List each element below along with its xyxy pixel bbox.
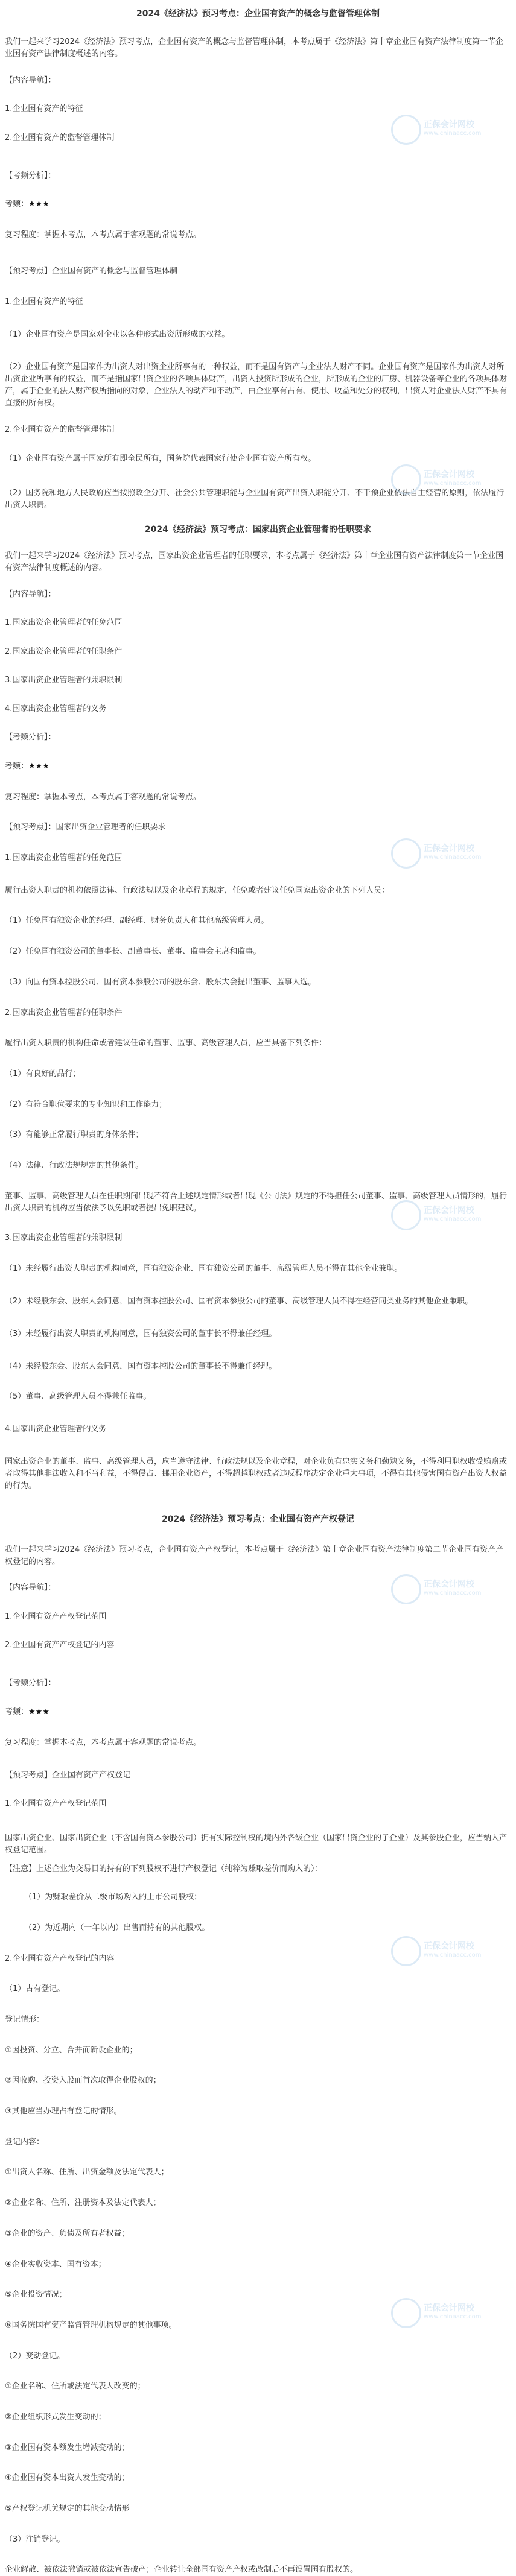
paragraph: （3）有能够正常履行职责的身体条件； xyxy=(5,1130,144,1139)
paragraph: 1.企业国有资产的特征 xyxy=(5,104,83,113)
paragraph: 复习程度：掌握本考点，本考点属于客观题的常说考点。 xyxy=(5,1738,202,1747)
paragraph: ②企业名称、住所、注册资本及法定代表人； xyxy=(5,2198,161,2207)
watermark-logo xyxy=(386,109,482,163)
paragraph: （2）任免国有独资公司的董事长、副董事长、董事、监事会主席和监事。 xyxy=(5,947,261,956)
watermark-url: www.chinaacc.com xyxy=(424,480,482,487)
paragraph: （3）注销登记。 xyxy=(5,2535,65,2544)
logo-icon xyxy=(391,1936,421,1966)
paragraph: （1）为赚取差价从二级市场购入的上市公司股权； xyxy=(24,1893,202,1902)
paragraph: 履行出资人职责的机构任命或者建议任命的董事、监事、高级管理人员，应当具备下列条件： xyxy=(5,1039,327,1048)
paragraph: （1）有良好的品行； xyxy=(5,1069,81,1078)
paragraph: 企业解散、被依法撤销或被依法宣告破产；企业转让全部国有资产产权或改制后不再设置国有股权的。 xyxy=(5,2565,358,2574)
paragraph: 4.国家出资企业管理者的义务 xyxy=(5,704,107,714)
paragraph: ③其他应当办理占有登记的情形。 xyxy=(5,2107,122,2116)
paragraph: ②企业组织形式发生变动的； xyxy=(5,2413,106,2422)
paragraph: 2.企业国有资产产权登记的内容 xyxy=(5,1954,115,1963)
watermark-logo xyxy=(386,1194,482,1248)
logo-icon xyxy=(391,1574,421,1604)
paragraph: 3.国家出资企业管理者的兼职限制 xyxy=(5,676,123,685)
watermark-logo xyxy=(386,832,482,887)
paragraph: 【预习考点】企业国有资产的概念与监督管理体制 xyxy=(5,267,178,276)
watermark-text: 正保会计网校 xyxy=(424,1941,474,1951)
watermark-text: 正保会计网校 xyxy=(424,1206,474,1215)
paragraph: （5）董事、高级管理人员不得兼任监事。 xyxy=(5,1392,151,1401)
watermark-url: www.chinaacc.com xyxy=(424,1590,482,1597)
paragraph: （3）未经履行出资人职责的机构同意，国有独资公司的董事长不得兼任经理。 xyxy=(5,1329,277,1338)
watermark-logo xyxy=(386,1568,482,1622)
logo-icon xyxy=(391,1200,421,1230)
paragraph: 【考频分析】： xyxy=(5,1679,56,1688)
watermark-text: 正保会计网校 xyxy=(424,844,474,853)
section-title: 2024《经济法》预习考点：企业国有资产的概念与监督管理体制 xyxy=(136,9,380,19)
paragraph: 【考频分析】： xyxy=(5,171,56,180)
frequency-rating: 考频：★★★ xyxy=(5,200,49,209)
watermark-url: www.chinaacc.com xyxy=(424,854,482,861)
paragraph: ④企业实收资本、国有资本； xyxy=(5,2260,106,2269)
watermark-logo xyxy=(386,1930,482,1984)
paragraph: ⑥国务院国有资产监督管理机构规定的其他事项。 xyxy=(5,2321,177,2330)
paragraph: 【考频分析】： xyxy=(5,733,56,742)
paragraph: （3）向国有资本控股公司、国有资本参股公司的股东会、股东大会提出董事、监事人选。 xyxy=(5,978,316,987)
paragraph: 1.国家出资企业管理者的任免范围 xyxy=(5,853,123,862)
paragraph: 2.国家出资企业管理者的任职条件 xyxy=(5,1008,123,1017)
paragraph: 登记内容： xyxy=(5,2138,45,2147)
watermark-text: 正保会计网校 xyxy=(424,470,474,479)
paragraph: ③企业国有资本额发生增减变动的； xyxy=(5,2443,130,2452)
watermark-text: 正保会计网校 xyxy=(424,2303,474,2313)
paragraph: ②因收购、投资入股而首次取得企业股权的； xyxy=(5,2076,161,2085)
watermark-logo xyxy=(386,458,482,513)
paragraph: 我们一起来学习2024《经济法》预习考点，企业国有资产产权登记，本考点属于《经济法》第十章企业国有资产法律制度第二节企业国有资产产权登记的内容。 xyxy=(5,1545,504,1566)
frequency-rating: 考频：★★★ xyxy=(5,1707,49,1717)
logo-icon xyxy=(391,464,421,495)
section-title: 2024《经济法》预习考点：企业国有资产产权登记 xyxy=(162,1514,354,1524)
watermark-url: www.chinaacc.com xyxy=(424,2314,482,2320)
paragraph: （2）企业国有资产是国家作为出资人对出资企业所享有的一种权益，而不是国有资产与企业法人财产不同。企业国有资产是国家作为出资人对所出资企业所享有的权益，而不是指国家出资企业的各项具体财产，出资人投资所形成的企业，所形成的企业的厂房、机器设备等企业的各项具体财产，属于企业的法人财产权所指向的对象，企业法人的动产和不动产，由企业享有占有、使用、收益和处分的权利，出资人对企业法人财产不具有直接的所有权。 xyxy=(5,362,508,408)
paragraph: （2）未经股东会、股东大会同意，国有资本控股公司、国有资本参股公司的董事、高级管理人员不得在经营同类业务的其他企业兼职。 xyxy=(5,1297,473,1306)
section-title: 2024《经济法》预习考点：国家出资企业管理者的任职要求 xyxy=(145,525,371,534)
paragraph: 【内容导航】： xyxy=(5,590,56,599)
paragraph: 1.国家出资企业管理者的任免范围 xyxy=(5,618,123,627)
paragraph: ①企业名称、住所或法定代表人改变的； xyxy=(5,2382,145,2391)
paragraph: （4）未经股东会、股东大会同意，国有资本控股公司的董事长不得兼任经理。 xyxy=(5,1362,277,1371)
paragraph: （1）企业国有资产属于国家所有即全民所有，国务院代表国家行使企业国有资产所有权。 xyxy=(5,454,316,463)
paragraph: 复习程度：掌握本考点，本考点属于客观题的常说考点。 xyxy=(5,793,202,802)
paragraph: 国家出资企业、国家出资企业（不含国有资本参股公司）拥有实际控制权的境内外各级企业（国家出资企业的子企业）及其参股企业，应当纳入产权登记范围。 xyxy=(5,1834,508,1855)
paragraph: 国家出资企业的董事、监事、高级管理人员，应当遵守法律、行政法规以及企业章程，对企业负有忠实义务和勤勉义务，不得利用职权收受贿赂或者取得其他非法收入和不当利益，不得侵占、挪用企业资产，不得超越职权或者违反程序决定企业重大事项，不得有其他侵害国有资产出资人权益的行为。 xyxy=(5,1457,508,1490)
paragraph: 2.国家出资企业管理者的任职条件 xyxy=(5,647,123,656)
paragraph: 2.企业国有资产产权登记的内容 xyxy=(5,1641,115,1650)
frequency-rating: 考频：★★★ xyxy=(5,762,49,771)
paragraph: 【预习考点】企业国有资产产权登记 xyxy=(5,1771,131,1780)
paragraph: 董事、监事、高级管理人员在任职期间出现不符合上述规定情形或者出现《公司法》规定的不得担任公司董事、监事、高级管理人员情形的，履行出资人职责的机构应当依法予以免职或者提出免职建议。 xyxy=(5,1192,508,1213)
paragraph: （1）企业国有资产是国家对企业以各种形式出资所形成的权益。 xyxy=(5,330,230,339)
paragraph: ⑤企业投资情况； xyxy=(5,2290,67,2299)
paragraph: 【内容导航】： xyxy=(5,1583,56,1592)
paragraph: （1）占有登记。 xyxy=(5,1984,65,1993)
paragraph: 1.企业国有资产产权登记范围 xyxy=(5,1612,107,1621)
paragraph: （1）任免国有独资企业的经理、副经理、财务负责人和其他高级管理人员。 xyxy=(5,916,269,925)
paragraph: ④企业国有资本出资人发生变动的； xyxy=(5,2473,130,2483)
paragraph: 2.企业国有资产的监督管理体制 xyxy=(5,133,115,142)
watermark-url: www.chinaacc.com xyxy=(424,1216,482,1223)
paragraph: 2.企业国有资产的监督管理体制 xyxy=(5,425,115,434)
paragraph: 我们一起来学习2024《经济法》预习考点，企业国有资产的概念与监督管理体制，本考点属于《经济法》第十章企业国有资产法律制度第一节企业国有资产法律制度概述的内容。 xyxy=(5,37,504,59)
paragraph: （4）法律、行政法规规定的其他条件。 xyxy=(5,1161,144,1170)
logo-icon xyxy=(391,2298,421,2328)
paragraph: （2）国务院和地方人民政府应当按照政企分开、社会公共管理职能与企业国有资产出资人职能分开、不干预企业依法自主经营的原则，依法履行出资人职责。 xyxy=(5,489,505,510)
paragraph: 我们一起来学习2024《经济法》预习考点，国家出资企业管理者的任职要求，本考点属于《经济法》第十章企业国有资产法律制度第一节企业国有资产法律制度概述的内容。 xyxy=(5,551,504,572)
paragraph: （1）未经履行出资人职责的机构同意，国有独资企业、国有独资公司的董事、高级管理人员不得在其他企业兼职。 xyxy=(5,1264,403,1273)
paragraph: 【注意】上述企业为交易目的持有的下列股权不进行产权登记（纯粹为赚取差价而购入的）： xyxy=(5,1864,323,1873)
paragraph: （2）为近期内（一年以内）出售而持有的其他股权。 xyxy=(24,1923,210,1932)
watermark-url: www.chinaacc.com xyxy=(424,130,482,137)
paragraph: ③企业的资产、负债及所有者权益； xyxy=(5,2229,130,2238)
watermark-url: www.chinaacc.com xyxy=(424,1952,482,1958)
paragraph: ①因投资、分立、合并而新设企业的； xyxy=(5,2046,138,2055)
paragraph: ⑤产权登记机关规定的其他变动情形 xyxy=(5,2504,130,2513)
paragraph: 1.企业国有资产的特征 xyxy=(5,297,83,306)
paragraph: （2）变动登记。 xyxy=(5,2352,65,2361)
logo-icon xyxy=(391,115,421,145)
watermark-text: 正保会计网校 xyxy=(424,1580,474,1589)
paragraph: 1.企业国有资产产权登记范围 xyxy=(5,1799,107,1808)
watermark-text: 正保会计网校 xyxy=(424,120,474,130)
logo-icon xyxy=(391,838,421,869)
watermark-logo xyxy=(386,2292,482,2346)
paragraph: 登记情形： xyxy=(5,2015,45,2024)
paragraph: 复习程度：掌握本考点，本考点属于客观题的常说考点。 xyxy=(5,230,202,239)
paragraph: 4.国家出资企业管理者的义务 xyxy=(5,1425,107,1434)
paragraph: 3.国家出资企业管理者的兼职限制 xyxy=(5,1233,123,1242)
paragraph: 履行出资人职责的机构依照法律、行政法规以及企业章程的规定，任免或者建议任免国家出资企业的下列人员： xyxy=(5,886,390,895)
paragraph: （2）有符合职位要求的专业知识和工作能力； xyxy=(5,1100,167,1109)
paragraph: 【内容导航】： xyxy=(5,76,56,85)
paragraph: 【预习考点】：国家出资企业管理者的任职要求 xyxy=(5,823,166,832)
paragraph: ①出资人名称、住所、出资金额及法定代表人； xyxy=(5,2168,169,2177)
